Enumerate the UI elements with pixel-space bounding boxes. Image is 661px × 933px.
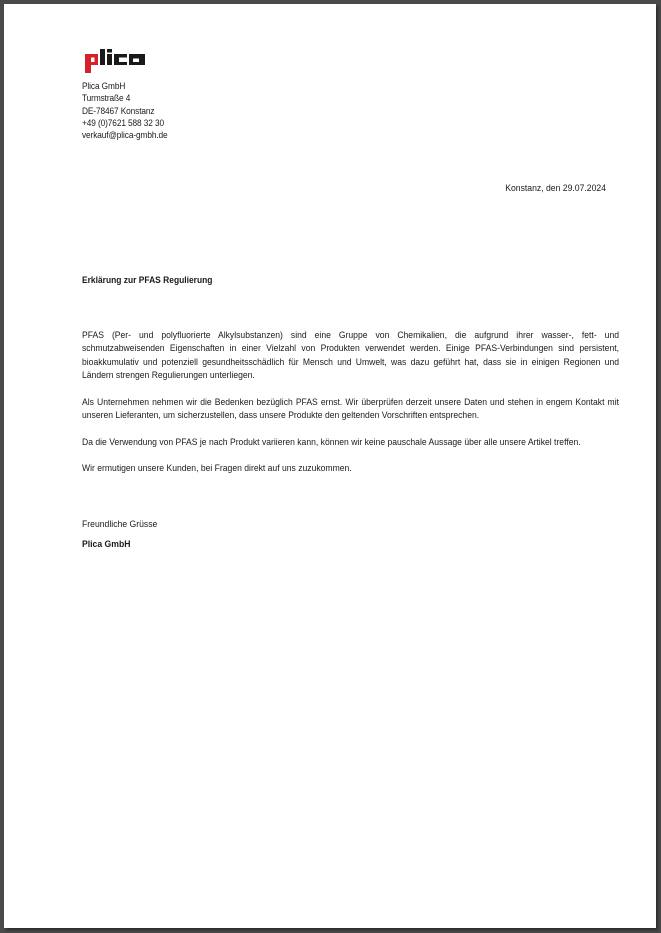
closing-signature: Plica GmbH (82, 539, 131, 550)
body-paragraph: Als Unternehmen nehmen wir die Bedenken bezüglich PFAS ernst. Wir überprüfen derzeit unsere Daten und stehen in engem Kontakt mit unseren Lieferanten, um sicherzustellen, dass unsere Produkte den geltenden Vorschriften entsprechen. (82, 396, 619, 422)
sender-company: Plica GmbH (82, 81, 126, 91)
logo-c-gap (119, 58, 127, 63)
sender-address (82, 80, 168, 141)
body-paragraph: Wir ermutigen unsere Kunden, bei Fragen direkt auf uns zuzukommen. (82, 463, 352, 475)
letter-body (82, 329, 619, 489)
closing-greeting: Freundliche Grüsse (82, 519, 158, 530)
plica-logo (82, 46, 148, 74)
sender-email: verkauf@plica-gmbh.de (82, 130, 168, 141)
body-paragraph: PFAS (Per- und polyfluorierte Alkylsubstanzen) sind eine Gruppe von Chemikalien, die aufgrund ihrer wasser-, fett- und schmutzabweisenden Eigenschaften in einer Vielzahl von Produkten verwendet werden. Einige PFAS-Verbindungen sind persistent, bioakkumulativ und potenziell gesundheitsschädlich für Mensch und Umwelt, was dazu geführt hat, dass sie in einigen Regionen und Ländern strengen Regulierungen unterliegen. (82, 330, 619, 382)
sender-phone: +49 (0)7621 588 32 30 (82, 117, 165, 128)
date-line: Konstanz, den 29.07.2024 (505, 183, 606, 194)
sender-city: DE-78467 Konstanz (82, 105, 155, 116)
sender-street: Turmstraße 4 (82, 93, 131, 104)
subject-line: Erklärung zur PFAS Regulierung (82, 275, 213, 286)
document-page (4, 4, 656, 928)
logo-i (107, 54, 112, 65)
logo-i-dot (107, 49, 112, 53)
logo-a-hole (133, 59, 139, 63)
logo-l (100, 49, 105, 65)
logo-p-hole (91, 58, 95, 63)
body-paragraph: Da die Verwendung von PFAS je nach Produkt variieren kann, können wir keine pauschale Aussage über alle unsere Artikel treffen. (82, 436, 581, 448)
